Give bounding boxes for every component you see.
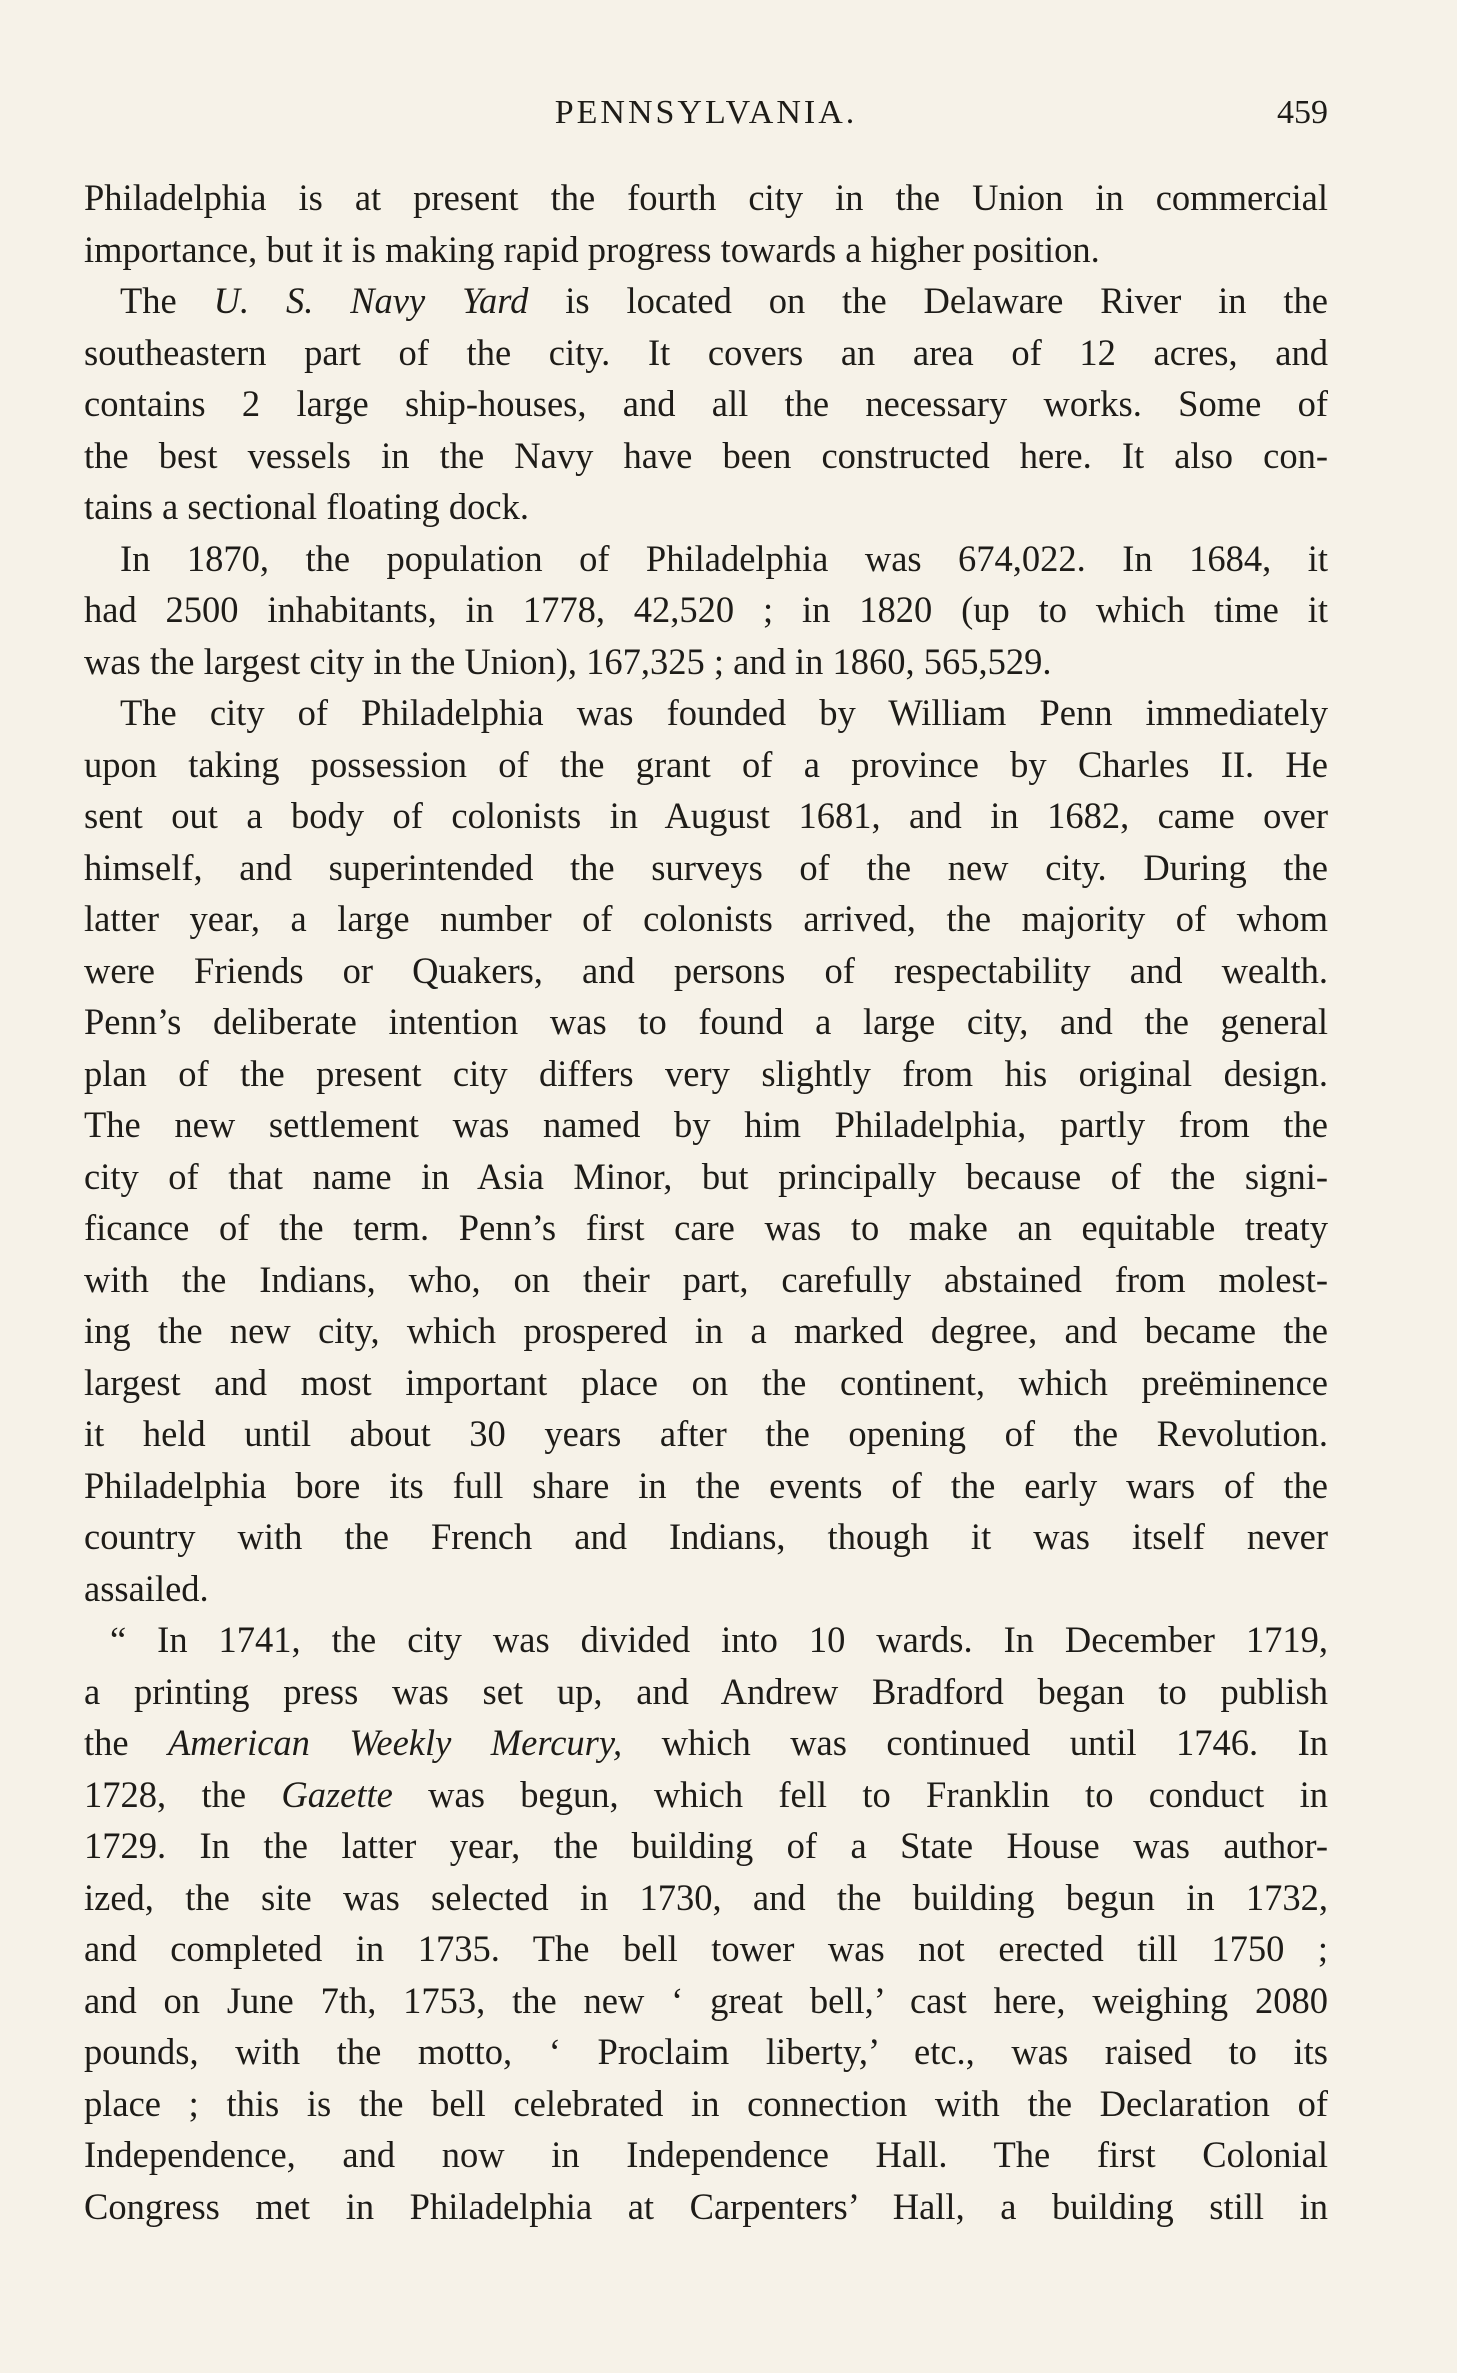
page-number: 459 [1277,94,1328,131]
text-line: and on June 7th, 1753, the new ‘ great bell,’ cast here, weighing 2080 [84,1979,1328,2021]
text-line: the best vessels in the Navy have been constructed here. It also con- [84,434,1328,476]
text-line: 1729. In the latter year, the building of a State House was author- [84,1825,1328,1866]
text-line: The U. S. Navy Yard is located on the Delaware River in the [120,280,1328,321]
emphasis-text: U. S. Navy Yard [213,280,529,321]
text-line: country with the French and Indians, though it was itself never [84,1516,1328,1557]
text-line: city of that name in Asia Minor, but principally because of the signi- [84,1155,1328,1197]
text-line: assailed. [84,1567,209,1609]
text-line: ing the new city, which prospered in a marked degree, and became the [84,1310,1328,1351]
text-line: largest and most important place on the continent, which preëminence [84,1361,1328,1403]
text-line: it held until about 30 years after the opening of the Revolution. [84,1413,1328,1454]
text-line: upon taking possession of the grant of a province by Charles II. He [84,743,1328,785]
text-line: plan of the present city differs very slightly from his original design. [84,1052,1328,1094]
text-line: contains 2 large ship-houses, and all the necessary works. Some of [84,383,1328,424]
text-line: latter year, a large number of colonists arrived, the majority of whom [84,898,1328,939]
text-line: had 2500 inhabitants, in 1778, 42,520 ; in 1820 (up to which time it [84,589,1328,630]
text-line: ficance of the term. Penn’s first care was to make an equitable treaty [84,1207,1328,1248]
text-line: himself, and superintended the surveys of the new city. During the [84,846,1328,888]
text-line: ized, the site was selected in 1730, and the building begun in 1732, [84,1876,1328,1918]
body-text [84,172,1328,2232]
text-line: were Friends or Quakers, and persons of respectability and wealth. [84,949,1328,991]
text-line: was the largest city in the Union), 167,325 ; and in 1860, 565,529. [84,640,1052,682]
running-title: PENNSYLVANIA. [554,94,858,131]
text-line: and completed in 1735. The bell tower was not erected till 1750 ; [84,1928,1328,1969]
emphasis-text: American Weekly Mercury, [168,1722,623,1763]
text-line: Congress met in Philadelphia at Carpenters’ Hall, a building still in [84,2185,1328,2227]
text-line: place ; this is the bell celebrated in connection with the Declaration of [84,2082,1328,2124]
text-line: “ In 1741, the city was divided into 10 wards. In December 1719, [110,1619,1328,1660]
text-line: Penn’s deliberate intention was to found a large city, and the general [84,1001,1328,1042]
text-line: southeastern part of the city. It covers an area of 12 acres, and [84,331,1328,373]
text-line: sent out a body of colonists in August 1681, and in 1682, came over [84,795,1328,836]
running-head [84,94,1328,154]
text-line: pounds, with the motto, ‘ Proclaim liberty,’ etc., was raised to its [84,2031,1328,2072]
text-line: Philadelphia bore its full share in the events of the early wars of the [84,1464,1328,1506]
text-line: a printing press was set up, and Andrew Bradford began to publish [84,1670,1328,1712]
text-line: The city of Philadelphia was founded by William Penn immediately [120,692,1328,733]
text-line: the American Weekly Mercury, which was continued until 1746. In [84,1722,1328,1763]
text-line: The new settlement was named by him Philadelphia, partly from the [84,1104,1328,1145]
text-line: In 1870, the population of Philadelphia was 674,022. In 1684, it [120,537,1328,579]
text-line: importance, but it is making rapid progress towards a higher position. [84,228,1100,270]
text-line: tains a sectional floating dock. [84,486,529,527]
text-line: with the Indians, who, on their part, carefully abstained from molest- [84,1258,1328,1300]
emphasis-text: Gazette [281,1773,393,1815]
text-line: 1728, the Gazette was begun, which fell to Franklin to conduct in [84,1773,1328,1815]
text-line: Independence, and now in Independence Hall. The first Colonial [84,2134,1328,2175]
text-line: Philadelphia is at present the fourth city in the Union in commercial [84,177,1328,218]
